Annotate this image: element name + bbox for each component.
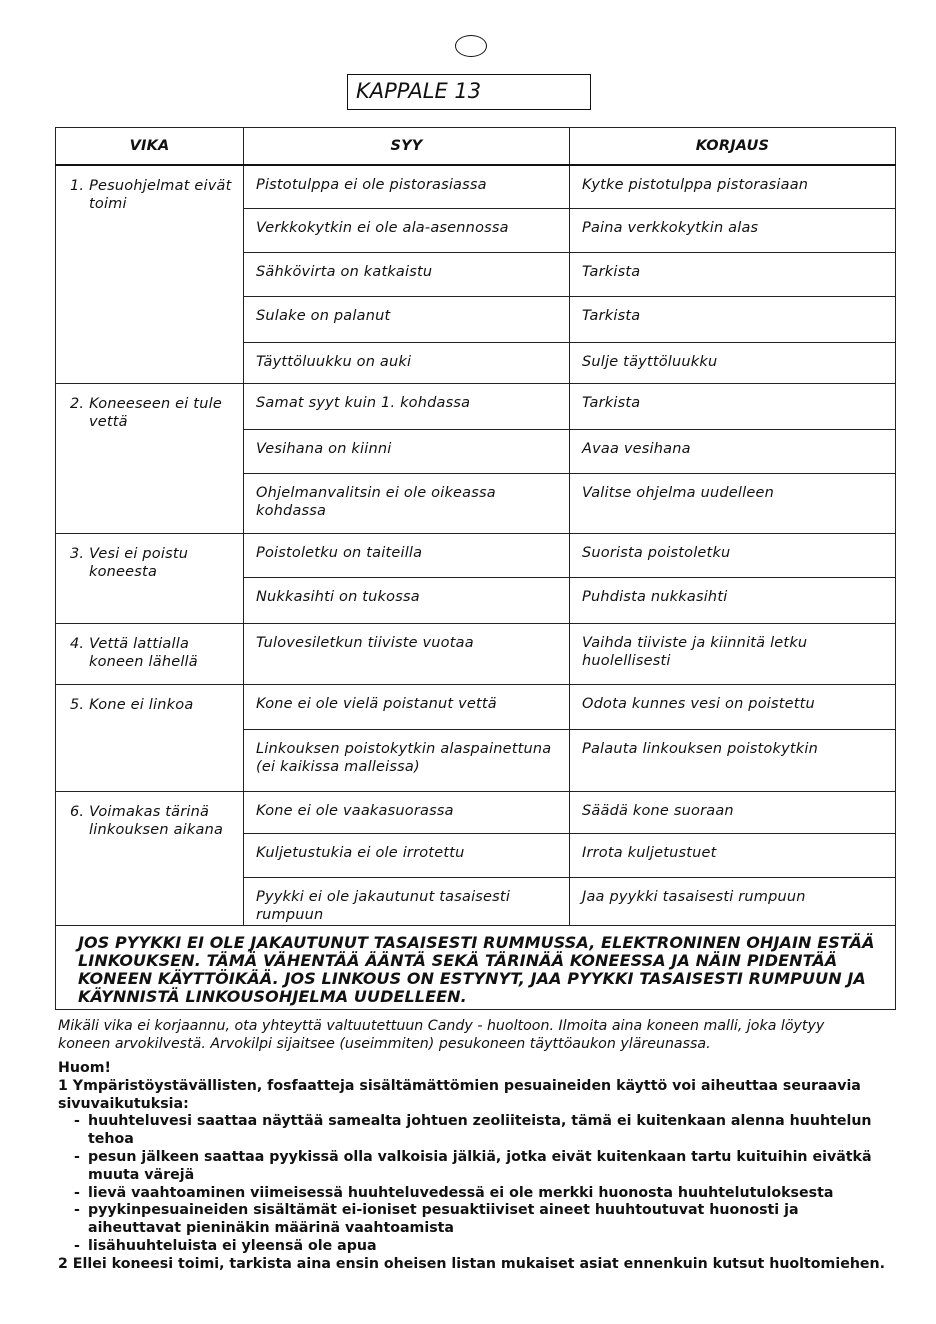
fault-cell: 3. Vesi ei poistu koneesta	[56, 534, 244, 624]
fix-cell: Tarkista	[570, 253, 896, 297]
notes-section	[58, 1060, 888, 1274]
fix-cell: Palauta linkouksen poistokytkin	[570, 730, 896, 792]
list-item: - pesun jälkeen saattaa pyykissä olla valkoisia jälkiä, jotka eivät kuitenkaan tartu kuituihin eivätkä muuta värejä	[74, 1148, 872, 1183]
cause-cell: Kone ei ole vaakasuorassa	[244, 792, 570, 834]
cause-cell: Samat syyt kuin 1. kohdassa	[244, 384, 570, 430]
cause-cell: Tulovesiletkun tiiviste vuotaa	[244, 624, 570, 685]
notes-item-1: 1 Ympäristöystävällisten, fosfaatteja sisältämättömien pesuaineiden käyttö voi aiheuttaa seuraavia sivuvaikutuksia:	[58, 1077, 861, 1112]
warning-row	[56, 926, 896, 1010]
table-header-row	[56, 128, 896, 165]
chapter-title: KAPPALE 13	[347, 74, 591, 110]
table-row	[56, 384, 896, 430]
table-row	[56, 165, 896, 209]
fault-cell: 4. Vettä lattialla koneen lähellä	[56, 624, 244, 685]
table-row	[56, 685, 896, 730]
list-item: - lisähuuhteluista ei yleensä ole apua	[74, 1237, 377, 1254]
cause-cell: Kone ei ole vielä poistanut vettä	[244, 685, 570, 730]
cause-cell: Nukkasihti on tukossa	[244, 578, 570, 624]
fix-cell: Avaa vesihana	[570, 430, 896, 474]
fault-cell: 5. Kone ei linkoa	[56, 685, 244, 792]
fix-cell: Puhdista nukkasihti	[570, 578, 896, 624]
fix-cell: Tarkista	[570, 384, 896, 430]
list-item: - huuhteluvesi saattaa näyttää samealta johtuen zeoliiteista, tämä ei kuitenkaan alenna huuhtelun tehoa	[74, 1113, 872, 1148]
list-item: - lievä vaahtoaminen viimeisessä huuhteluvedessä ei ole merkki huonosta huuhtelutuloksesta	[74, 1184, 834, 1201]
table-row	[56, 792, 896, 834]
fix-cell: Paina verkkokytkin alas	[570, 209, 896, 253]
notes-item-2: 2 Ellei koneesi toimi, tarkista aina ensin oheisen listan mukaiset asiat ennenkuin kutsut huoltomiehen.	[58, 1255, 886, 1272]
list-item: - pyykinpesuaineiden sisältämät ei-ioniset pesuaktiiviset aineet huuhtoutuvat huonosti ja aiheuttavat pieninäkin määrinä vaahtoamista	[74, 1202, 799, 1237]
cause-cell: Vesihana on kiinni	[244, 430, 570, 474]
cause-cell: Pyykki ei ole jakautunut tasaisesti rumpuun	[244, 878, 570, 926]
cause-cell: Ohjelmanvalitsin ei ole oikeassa kohdassa	[244, 474, 570, 534]
fix-cell: Suorista poistoletku	[570, 534, 896, 578]
fix-cell: Jaa pyykki tasaisesti rumpuun	[570, 878, 896, 926]
fix-cell: Valitse ohjelma uudelleen	[570, 474, 896, 534]
cause-cell: Täyttöluukku on auki	[244, 343, 570, 384]
header-fix: KORJAUS	[570, 128, 896, 165]
fix-cell: Odota kunnes vesi on poistettu	[570, 685, 896, 730]
fix-cell: Kytke pistotulppa pistorasiaan	[570, 165, 896, 209]
table-row	[56, 534, 896, 578]
fault-cell: 6. Voimakas tärinä linkouksen aikana	[56, 792, 244, 926]
cause-cell: Linkouksen poistokytkin alaspainettuna (ei kaikissa malleissa)	[244, 730, 570, 792]
table-row	[56, 624, 896, 685]
warning-text: JOS PYYKKI EI OLE JAKAUTUNUT TASAISESTI RUMMUSSA, ELEKTRONINEN OHJAIN ESTÄÄ LINKOUKSEN. TÄMÄ VÄHENTÄÄ ÄÄNTÄ SEKÄ TÄRINÄÄ KONEESSA JA NÄIN PIDENTÄÄ KONEEN KÄYTTÖIKÄÄ. JOS LINKOUS ON ESTYNYT, JAA PYYKKI TASAISESTI RUMPUUN JA KÄYNNISTÄ LINKOUSOHJELMA UUDELLEEN.	[56, 926, 896, 1010]
fault-cell: 1. Pesuohjelmat eivät toimi	[56, 165, 244, 384]
service-contact-text: Mikäli vika ei korjaannu, ota yhteyttä valtuutettuun Candy - huoltoon. Ilmoita aina koneen malli, joka löytyy koneen arvokilvestä. Arvokilpi sijaitsee (useimmiten) pesukoneen täyttöaukon yläreunassa.	[58, 1018, 825, 1052]
language-marker-oval	[455, 35, 487, 57]
cause-cell: Poistoletku on taiteilla	[244, 534, 570, 578]
cause-cell: Kuljetustukia ei ole irrotettu	[244, 834, 570, 878]
fix-cell: Sulje täyttöluukku	[570, 343, 896, 384]
header-cause: SYY	[244, 128, 570, 165]
cause-cell: Sulake on palanut	[244, 297, 570, 343]
fix-cell: Tarkista	[570, 297, 896, 343]
cause-cell: Pistotulppa ei ole pistorasiassa	[244, 165, 570, 209]
fix-cell: Irrota kuljetustuet	[570, 834, 896, 878]
notes-title: Huom!	[58, 1060, 111, 1076]
header-fault: VIKA	[56, 128, 244, 165]
cause-cell: Sähkövirta on katkaistu	[244, 253, 570, 297]
fault-cell: 2. Koneeseen ei tule vettä	[56, 384, 244, 534]
fix-cell: Säädä kone suoraan	[570, 792, 896, 834]
troubleshooting-table	[55, 127, 896, 1010]
fix-cell: Vaihda tiiviste ja kiinnitä letku huolellisesti	[570, 624, 896, 685]
cause-cell: Verkkokytkin ei ole ala-asennossa	[244, 209, 570, 253]
